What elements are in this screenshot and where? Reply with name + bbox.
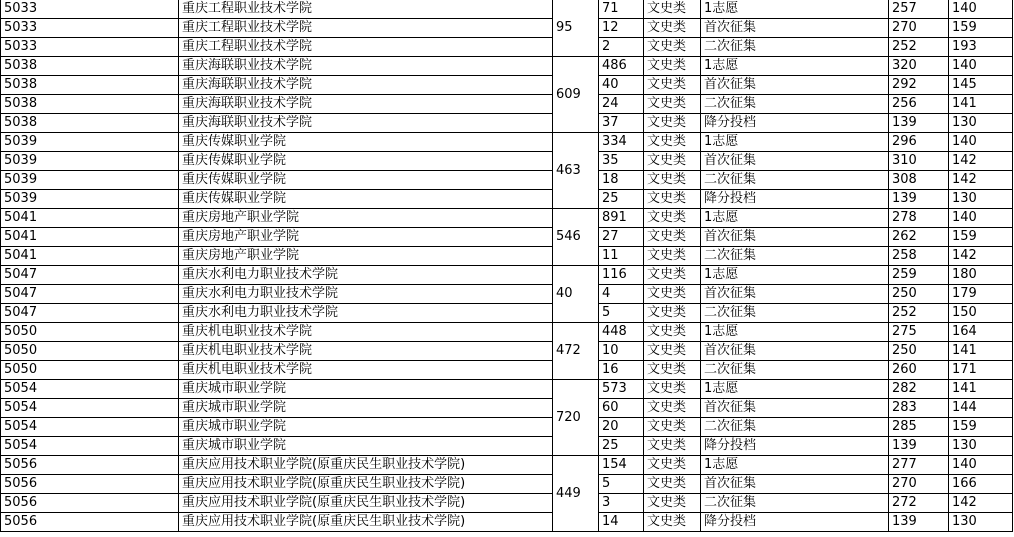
admission-round-cell: 1志愿 bbox=[701, 0, 889, 19]
subject-type-cell: 文史类 bbox=[644, 190, 701, 209]
table-row bbox=[1, 380, 1013, 399]
admission-round-cell: 二次征集 bbox=[701, 247, 889, 266]
school-name-cell: 重庆城市职业学院 bbox=[179, 418, 553, 437]
admission-round-cell: 二次征集 bbox=[701, 304, 889, 323]
school-code-cell: 5041 bbox=[1, 247, 179, 266]
min-score-cell: 140 bbox=[949, 209, 1013, 228]
admitted-count-cell: 20 bbox=[599, 418, 644, 437]
admission-round-cell: 1志愿 bbox=[701, 380, 889, 399]
school-name-cell: 重庆机电职业技术学院 bbox=[179, 342, 553, 361]
admitted-count-cell: 35 bbox=[599, 152, 644, 171]
admitted-count-cell: 10 bbox=[599, 342, 644, 361]
admission-round-cell: 二次征集 bbox=[701, 171, 889, 190]
school-code-cell: 5041 bbox=[1, 228, 179, 247]
plan-count-cell: 609 bbox=[553, 57, 599, 133]
school-name-cell: 重庆工程职业技术学院 bbox=[179, 0, 553, 19]
admitted-count-cell: 116 bbox=[599, 266, 644, 285]
max-score-cell: 250 bbox=[889, 285, 949, 304]
min-score-cell: 159 bbox=[949, 19, 1013, 38]
school-name-cell: 重庆工程职业技术学院 bbox=[179, 19, 553, 38]
school-name-cell: 重庆房地产职业学院 bbox=[179, 209, 553, 228]
admission-round-cell: 首次征集 bbox=[701, 342, 889, 361]
subject-type-cell: 文史类 bbox=[644, 494, 701, 513]
subject-type-cell: 文史类 bbox=[644, 95, 701, 114]
max-score-cell: 296 bbox=[889, 133, 949, 152]
subject-type-cell: 文史类 bbox=[644, 361, 701, 380]
min-score-cell: 166 bbox=[949, 475, 1013, 494]
min-score-cell: 141 bbox=[949, 95, 1013, 114]
max-score-cell: 250 bbox=[889, 342, 949, 361]
table-row bbox=[1, 38, 1013, 57]
admitted-count-cell: 2 bbox=[599, 38, 644, 57]
admission-round-cell: 首次征集 bbox=[701, 152, 889, 171]
admitted-count-cell: 891 bbox=[599, 209, 644, 228]
table-row bbox=[1, 57, 1013, 76]
table-row bbox=[1, 285, 1013, 304]
max-score-cell: 272 bbox=[889, 494, 949, 513]
admitted-count-cell: 14 bbox=[599, 513, 644, 532]
subject-type-cell: 文史类 bbox=[644, 323, 701, 342]
school-code-cell: 5056 bbox=[1, 475, 179, 494]
subject-type-cell: 文史类 bbox=[644, 19, 701, 38]
max-score-cell: 139 bbox=[889, 190, 949, 209]
table-row bbox=[1, 418, 1013, 437]
subject-type-cell: 文史类 bbox=[644, 38, 701, 57]
subject-type-cell: 文史类 bbox=[644, 209, 701, 228]
subject-type-cell: 文史类 bbox=[644, 76, 701, 95]
admission-round-cell: 1志愿 bbox=[701, 323, 889, 342]
school-name-cell: 重庆传媒职业学院 bbox=[179, 152, 553, 171]
subject-type-cell: 文史类 bbox=[644, 152, 701, 171]
subject-type-cell: 文史类 bbox=[644, 475, 701, 494]
min-score-cell: 140 bbox=[949, 57, 1013, 76]
admission-round-cell: 1志愿 bbox=[701, 266, 889, 285]
subject-type-cell: 文史类 bbox=[644, 304, 701, 323]
subject-type-cell: 文史类 bbox=[644, 437, 701, 456]
max-score-cell: 262 bbox=[889, 228, 949, 247]
min-score-cell: 142 bbox=[949, 247, 1013, 266]
admitted-count-cell: 5 bbox=[599, 475, 644, 494]
plan-count-cell: 449 bbox=[553, 456, 599, 532]
school-code-cell: 5039 bbox=[1, 133, 179, 152]
school-name-cell: 重庆城市职业学院 bbox=[179, 380, 553, 399]
max-score-cell: 259 bbox=[889, 266, 949, 285]
school-code-cell: 5050 bbox=[1, 361, 179, 380]
school-name-cell: 重庆应用技术职业学院(原重庆民生职业技术学院) bbox=[179, 475, 553, 494]
admission-round-cell: 降分投档 bbox=[701, 114, 889, 133]
min-score-cell: 179 bbox=[949, 285, 1013, 304]
school-name-cell: 重庆房地产职业学院 bbox=[179, 228, 553, 247]
school-code-cell: 5054 bbox=[1, 418, 179, 437]
plan-count-cell: 463 bbox=[553, 133, 599, 209]
school-code-cell: 5047 bbox=[1, 285, 179, 304]
table-row bbox=[1, 437, 1013, 456]
admitted-count-cell: 448 bbox=[599, 323, 644, 342]
max-score-cell: 292 bbox=[889, 76, 949, 95]
max-score-cell: 282 bbox=[889, 380, 949, 399]
school-name-cell: 重庆工程职业技术学院 bbox=[179, 38, 553, 57]
plan-count-cell: 472 bbox=[553, 323, 599, 380]
admission-round-cell: 降分投档 bbox=[701, 437, 889, 456]
school-name-cell: 重庆应用技术职业学院(原重庆民生职业技术学院) bbox=[179, 494, 553, 513]
admission-round-cell: 二次征集 bbox=[701, 361, 889, 380]
table-row bbox=[1, 342, 1013, 361]
school-name-cell: 重庆城市职业学院 bbox=[179, 399, 553, 418]
table-row bbox=[1, 456, 1013, 475]
max-score-cell: 308 bbox=[889, 171, 949, 190]
school-name-cell: 重庆海联职业技术学院 bbox=[179, 57, 553, 76]
max-score-cell: 257 bbox=[889, 0, 949, 19]
admission-round-cell: 1志愿 bbox=[701, 133, 889, 152]
subject-type-cell: 文史类 bbox=[644, 133, 701, 152]
max-score-cell: 310 bbox=[889, 152, 949, 171]
table-row bbox=[1, 361, 1013, 380]
school-code-cell: 5054 bbox=[1, 380, 179, 399]
school-code-cell: 5047 bbox=[1, 266, 179, 285]
min-score-cell: 140 bbox=[949, 0, 1013, 19]
subject-type-cell: 文史类 bbox=[644, 380, 701, 399]
subject-type-cell: 文史类 bbox=[644, 57, 701, 76]
school-code-cell: 5033 bbox=[1, 0, 179, 19]
max-score-cell: 256 bbox=[889, 95, 949, 114]
school-code-cell: 5054 bbox=[1, 399, 179, 418]
table-row bbox=[1, 304, 1013, 323]
school-code-cell: 5050 bbox=[1, 323, 179, 342]
school-code-cell: 5038 bbox=[1, 95, 179, 114]
school-name-cell: 重庆传媒职业学院 bbox=[179, 133, 553, 152]
admitted-count-cell: 4 bbox=[599, 285, 644, 304]
table-row bbox=[1, 114, 1013, 133]
max-score-cell: 252 bbox=[889, 38, 949, 57]
school-code-cell: 5038 bbox=[1, 57, 179, 76]
plan-count-cell: 546 bbox=[553, 209, 599, 266]
min-score-cell: 130 bbox=[949, 513, 1013, 532]
table-row bbox=[1, 247, 1013, 266]
min-score-cell: 150 bbox=[949, 304, 1013, 323]
min-score-cell: 130 bbox=[949, 190, 1013, 209]
school-name-cell: 重庆水利电力职业技术学院 bbox=[179, 304, 553, 323]
admitted-count-cell: 60 bbox=[599, 399, 644, 418]
admission-round-cell: 二次征集 bbox=[701, 418, 889, 437]
admission-round-cell: 1志愿 bbox=[701, 456, 889, 475]
subject-type-cell: 文史类 bbox=[644, 456, 701, 475]
admission-round-cell: 降分投档 bbox=[701, 190, 889, 209]
max-score-cell: 258 bbox=[889, 247, 949, 266]
admission-round-cell: 首次征集 bbox=[701, 399, 889, 418]
school-code-cell: 5033 bbox=[1, 19, 179, 38]
school-code-cell: 5047 bbox=[1, 304, 179, 323]
min-score-cell: 145 bbox=[949, 76, 1013, 95]
school-code-cell: 5033 bbox=[1, 38, 179, 57]
table-row bbox=[1, 266, 1013, 285]
table-row bbox=[1, 323, 1013, 342]
min-score-cell: 142 bbox=[949, 152, 1013, 171]
admitted-count-cell: 40 bbox=[599, 76, 644, 95]
admitted-count-cell: 573 bbox=[599, 380, 644, 399]
admitted-count-cell: 37 bbox=[599, 114, 644, 133]
school-name-cell: 重庆海联职业技术学院 bbox=[179, 114, 553, 133]
table-row bbox=[1, 513, 1013, 532]
table-row bbox=[1, 190, 1013, 209]
school-name-cell: 重庆应用技术职业学院(原重庆民生职业技术学院) bbox=[179, 456, 553, 475]
subject-type-cell: 文史类 bbox=[644, 513, 701, 532]
min-score-cell: 140 bbox=[949, 456, 1013, 475]
admission-round-cell: 1志愿 bbox=[701, 209, 889, 228]
min-score-cell: 193 bbox=[949, 38, 1013, 57]
school-name-cell: 重庆应用技术职业学院(原重庆民生职业技术学院) bbox=[179, 513, 553, 532]
school-code-cell: 5056 bbox=[1, 513, 179, 532]
min-score-cell: 142 bbox=[949, 494, 1013, 513]
table-row bbox=[1, 228, 1013, 247]
min-score-cell: 180 bbox=[949, 266, 1013, 285]
table-row bbox=[1, 399, 1013, 418]
admitted-count-cell: 3 bbox=[599, 494, 644, 513]
max-score-cell: 283 bbox=[889, 399, 949, 418]
school-name-cell: 重庆传媒职业学院 bbox=[179, 190, 553, 209]
school-name-cell: 重庆机电职业技术学院 bbox=[179, 323, 553, 342]
min-score-cell: 140 bbox=[949, 133, 1013, 152]
school-name-cell: 重庆传媒职业学院 bbox=[179, 171, 553, 190]
max-score-cell: 278 bbox=[889, 209, 949, 228]
admitted-count-cell: 25 bbox=[599, 437, 644, 456]
school-code-cell: 5038 bbox=[1, 114, 179, 133]
plan-count-cell: 40 bbox=[553, 266, 599, 323]
max-score-cell: 270 bbox=[889, 19, 949, 38]
admitted-count-cell: 27 bbox=[599, 228, 644, 247]
admitted-count-cell: 12 bbox=[599, 19, 644, 38]
school-code-cell: 5050 bbox=[1, 342, 179, 361]
min-score-cell: 130 bbox=[949, 437, 1013, 456]
subject-type-cell: 文史类 bbox=[644, 114, 701, 133]
min-score-cell: 144 bbox=[949, 399, 1013, 418]
max-score-cell: 252 bbox=[889, 304, 949, 323]
table-row bbox=[1, 0, 1013, 19]
min-score-cell: 164 bbox=[949, 323, 1013, 342]
max-score-cell: 277 bbox=[889, 456, 949, 475]
admission-round-cell: 二次征集 bbox=[701, 38, 889, 57]
max-score-cell: 139 bbox=[889, 114, 949, 133]
min-score-cell: 141 bbox=[949, 380, 1013, 399]
min-score-cell: 159 bbox=[949, 228, 1013, 247]
admitted-count-cell: 486 bbox=[599, 57, 644, 76]
admission-round-cell: 二次征集 bbox=[701, 95, 889, 114]
subject-type-cell: 文史类 bbox=[644, 399, 701, 418]
table-row bbox=[1, 152, 1013, 171]
max-score-cell: 270 bbox=[889, 475, 949, 494]
admitted-count-cell: 16 bbox=[599, 361, 644, 380]
admitted-count-cell: 334 bbox=[599, 133, 644, 152]
subject-type-cell: 文史类 bbox=[644, 285, 701, 304]
min-score-cell: 130 bbox=[949, 114, 1013, 133]
max-score-cell: 320 bbox=[889, 57, 949, 76]
table-row bbox=[1, 133, 1013, 152]
admission-round-cell: 首次征集 bbox=[701, 475, 889, 494]
subject-type-cell: 文史类 bbox=[644, 342, 701, 361]
min-score-cell: 142 bbox=[949, 171, 1013, 190]
table-body bbox=[1, 0, 1013, 532]
table-row bbox=[1, 76, 1013, 95]
admitted-count-cell: 5 bbox=[599, 304, 644, 323]
admitted-count-cell: 71 bbox=[599, 0, 644, 19]
school-code-cell: 5056 bbox=[1, 456, 179, 475]
school-name-cell: 重庆房地产职业学院 bbox=[179, 247, 553, 266]
max-score-cell: 139 bbox=[889, 437, 949, 456]
max-score-cell: 275 bbox=[889, 323, 949, 342]
admission-round-cell: 二次征集 bbox=[701, 494, 889, 513]
school-name-cell: 重庆水利电力职业技术学院 bbox=[179, 285, 553, 304]
school-code-cell: 5056 bbox=[1, 494, 179, 513]
admitted-count-cell: 154 bbox=[599, 456, 644, 475]
table-row bbox=[1, 95, 1013, 114]
school-name-cell: 重庆城市职业学院 bbox=[179, 437, 553, 456]
subject-type-cell: 文史类 bbox=[644, 418, 701, 437]
admission-round-cell: 首次征集 bbox=[701, 285, 889, 304]
school-name-cell: 重庆机电职业技术学院 bbox=[179, 361, 553, 380]
admission-round-cell: 首次征集 bbox=[701, 76, 889, 95]
school-name-cell: 重庆水利电力职业技术学院 bbox=[179, 266, 553, 285]
school-code-cell: 5039 bbox=[1, 190, 179, 209]
school-code-cell: 5039 bbox=[1, 152, 179, 171]
admitted-count-cell: 11 bbox=[599, 247, 644, 266]
table-row bbox=[1, 209, 1013, 228]
school-name-cell: 重庆海联职业技术学院 bbox=[179, 76, 553, 95]
subject-type-cell: 文史类 bbox=[644, 171, 701, 190]
school-code-cell: 5038 bbox=[1, 76, 179, 95]
admitted-count-cell: 18 bbox=[599, 171, 644, 190]
table-row bbox=[1, 171, 1013, 190]
max-score-cell: 285 bbox=[889, 418, 949, 437]
subject-type-cell: 文史类 bbox=[644, 228, 701, 247]
school-code-cell: 5054 bbox=[1, 437, 179, 456]
admitted-count-cell: 24 bbox=[599, 95, 644, 114]
table-row bbox=[1, 19, 1013, 38]
admitted-count-cell: 25 bbox=[599, 190, 644, 209]
max-score-cell: 139 bbox=[889, 513, 949, 532]
subject-type-cell: 文史类 bbox=[644, 0, 701, 19]
max-score-cell: 260 bbox=[889, 361, 949, 380]
admission-round-cell: 首次征集 bbox=[701, 19, 889, 38]
admission-round-cell: 首次征集 bbox=[701, 228, 889, 247]
min-score-cell: 141 bbox=[949, 342, 1013, 361]
admission-round-cell: 1志愿 bbox=[701, 57, 889, 76]
min-score-cell: 159 bbox=[949, 418, 1013, 437]
table-row bbox=[1, 475, 1013, 494]
subject-type-cell: 文史类 bbox=[644, 247, 701, 266]
admission-round-cell: 降分投档 bbox=[701, 513, 889, 532]
school-name-cell: 重庆海联职业技术学院 bbox=[179, 95, 553, 114]
min-score-cell: 171 bbox=[949, 361, 1013, 380]
table-row bbox=[1, 494, 1013, 513]
subject-type-cell: 文史类 bbox=[644, 266, 701, 285]
plan-count-cell: 720 bbox=[553, 380, 599, 456]
plan-count-cell: 95 bbox=[553, 0, 599, 57]
school-code-cell: 5041 bbox=[1, 209, 179, 228]
school-code-cell: 5039 bbox=[1, 171, 179, 190]
